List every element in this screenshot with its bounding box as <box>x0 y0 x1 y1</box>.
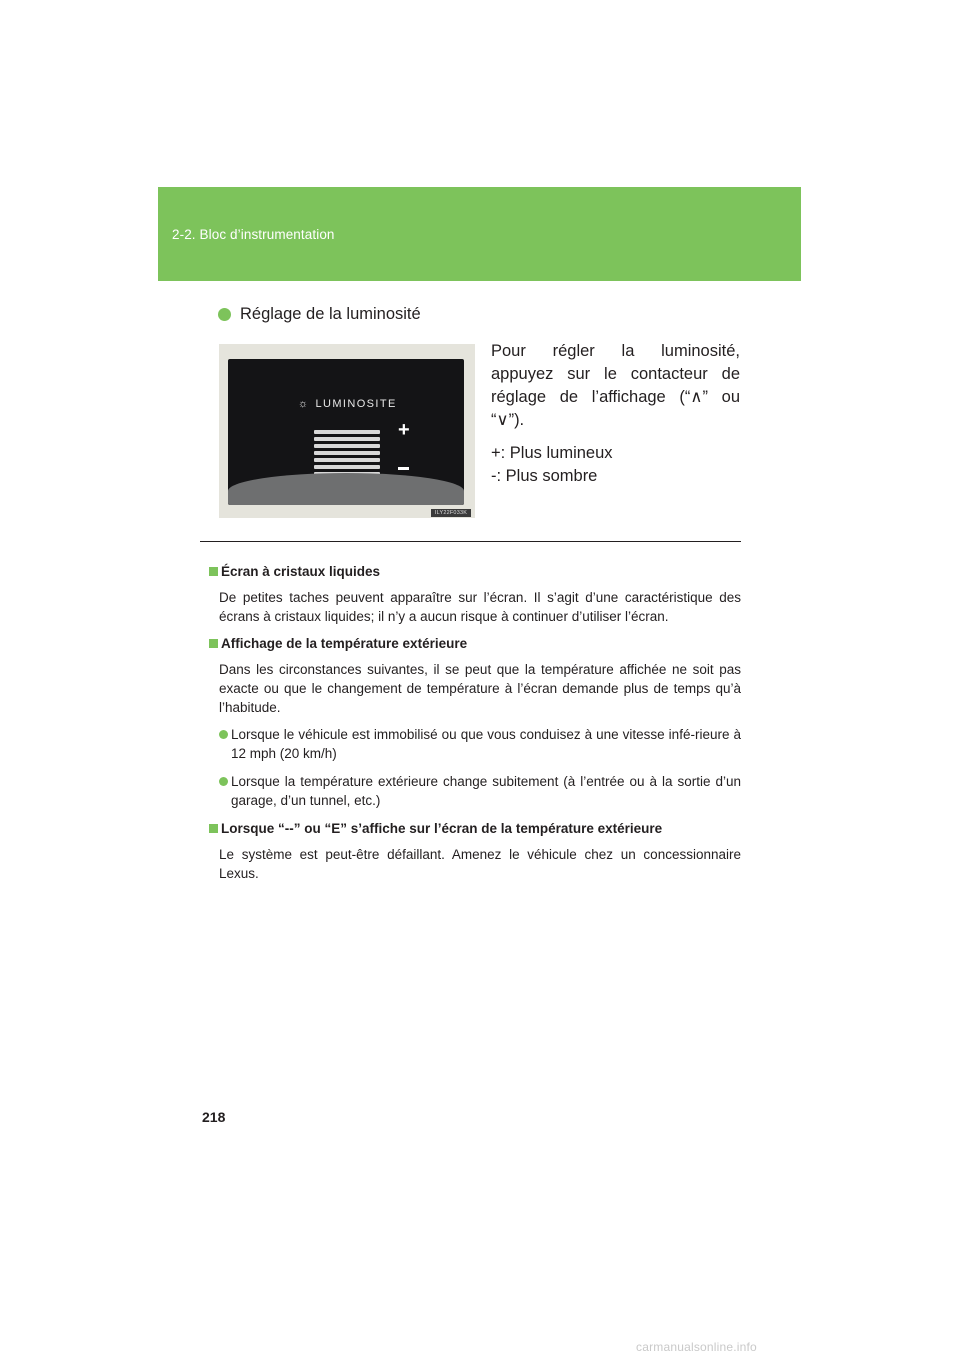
note-title-text: Affichage de la température extérieure <box>221 636 468 651</box>
note-text: Le système est peut-être défaillant. Amenez le véhicule chez un concessionnaire Lexus. <box>219 847 741 881</box>
note-title <box>209 562 741 581</box>
note-title-text: Écran à cristaux liquides <box>221 564 381 579</box>
note-text: Dans les circonstances suivantes, il se peut que la température affichée ne soit pas exacte ou que le changement de température à l’écran demande plus de temps qu’à l’habitude. <box>219 662 741 715</box>
screen-label <box>298 398 397 410</box>
level-bar <box>314 465 380 469</box>
display-screen <box>228 359 464 505</box>
plus-description: +: Plus lumineux <box>491 444 613 462</box>
minus-description: -: Plus sombre <box>491 467 598 485</box>
instruction-text: Pour régler la luminosité, appuyez sur le contacteur de réglage de l’affichage (“∧” ou “∨”). <box>491 342 740 429</box>
notes-section <box>209 562 741 891</box>
list-item-text: Lorsque la température extérieure change subitement (à l’entrée ou à la sortie d’un garage, d’un tunnel, etc.) <box>231 774 741 808</box>
brightness-heading <box>218 305 421 324</box>
section-divider <box>200 541 741 542</box>
note-title <box>209 819 741 838</box>
level-bar <box>314 430 380 434</box>
plus-mark: + <box>398 419 410 441</box>
figure-code: ILY22F033K <box>431 509 471 517</box>
brightness-instructions <box>491 340 740 488</box>
bullet-dot-icon <box>218 308 231 321</box>
bullet-dot-icon <box>219 777 228 786</box>
watermark: carmanualsonline.info <box>636 1340 757 1354</box>
brightness-figure <box>219 344 475 518</box>
brightness-heading-text: Réglage de la luminosité <box>240 305 421 323</box>
list-item <box>219 772 741 810</box>
list-item <box>219 725 741 763</box>
level-bar <box>314 451 380 455</box>
bullet-dot-icon <box>219 730 228 739</box>
square-bullet-icon <box>209 824 218 833</box>
level-bar <box>314 458 380 462</box>
sun-icon: ☼ <box>298 398 310 410</box>
screen-label-text: LUMINOSITE <box>315 398 397 410</box>
list-item-text: Lorsque le véhicule est immobilisé ou que vous conduisez à une vitesse infé-rieure à 12 mph (20 km/h) <box>231 727 741 761</box>
square-bullet-icon <box>209 567 218 576</box>
note-title <box>209 634 741 653</box>
level-bar <box>314 444 380 448</box>
note-text: De petites taches peuvent apparaître sur l’écran. Il s’agit d’une caractéristique des écrans à cristaux liquides; il n’y a aucun risque à continuer d’utiliser l’écran. <box>219 590 741 624</box>
minus-mark <box>398 467 409 470</box>
note-title-text: Lorsque “--” ou “E” s’affiche sur l’écran de la température extérieure <box>221 821 663 836</box>
page-number: 218 <box>202 1109 226 1125</box>
level-bar <box>314 437 380 441</box>
section-header-bar <box>158 187 801 281</box>
section-title: 2-2. Bloc d’instrumentation <box>172 227 335 242</box>
screen-lower-panel <box>228 473 464 505</box>
square-bullet-icon <box>209 639 218 648</box>
